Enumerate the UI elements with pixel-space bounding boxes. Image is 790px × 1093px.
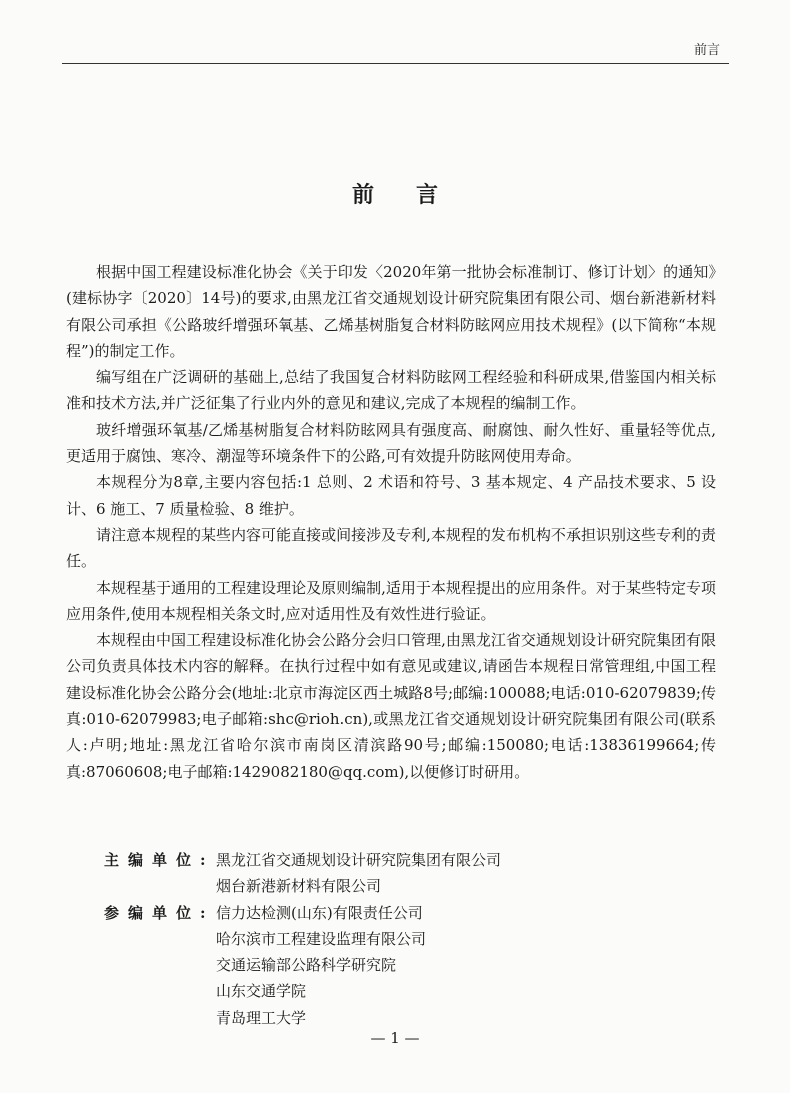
header-rule [62, 63, 729, 64]
preface-body [66, 259, 716, 785]
editing-units [104, 847, 501, 1031]
unit-item: 信力达检测(山东)有限责任公司 [216, 903, 423, 922]
paragraph: 本规程分为8章,主要内容包括:1 总则、2 术语和符号、3 基本规定、4 产品技术要求、5 设计、6 施工、7 质量检验、8 维护。 [66, 473, 716, 518]
chief-editor-list [216, 847, 501, 900]
participating-units [104, 900, 501, 1031]
chief-editor-units [104, 847, 501, 900]
unit-item: 黑龙江省交通规划设计研究院集团有限公司 [216, 851, 502, 869]
paragraph: 玻纤增强环氧基/乙烯基树脂复合材料防眩网具有强度高、耐腐蚀、耐久性好、重量轻等优点,更适用于腐蚀、寒冷、潮湿等环境条件下的公路,可有效提升防眩网使用寿命。 [66, 420, 716, 466]
running-header: 前言 [693, 43, 720, 58]
paragraph: 编写组在广泛调研的基础上,总结了我国复合材料防眩网工程经验和科研成果,借鉴国内相关标准和技术方法,并广泛征集了行业内外的意见和建议,完成了本规程的编制工作。 [66, 368, 716, 413]
paragraph: 根据中国工程建设标准化协会《关于印发〈2020年第一批协会标准制订、修订计划〉的通知》(建标协字〔2020〕14号)的要求,由黑龙江省交通规划设计研究院集团有限公司、烟台新港新材料有限公司承担《公路玻纤增强环氧基、乙烯基树脂复合材料防眩网应用技术规程》(以下简称“本规程”)的制定工作。 [66, 263, 716, 360]
paragraph: 本规程基于通用的工程建设理论及原则编制,适用于本规程提出的应用条件。对于某些特定专项应用条件,使用本规程相关条文时,应对适用性及有效性进行验证。 [66, 578, 716, 623]
participating-list [216, 900, 426, 1031]
page-title: 前言 [351, 182, 480, 208]
unit-item: 交通运输部公路科学研究院 [216, 956, 397, 975]
page-number: — 1 — [370, 1029, 420, 1047]
unit-item: 青岛理工大学 [216, 1008, 307, 1027]
unit-item: 哈尔滨市工程建设监理有限公司 [216, 929, 427, 948]
participating-label: 参编单位: [104, 903, 215, 922]
chief-editor-label: 主编单位: [104, 851, 215, 869]
paragraph: 请注意本规程的某些内容可能直接或间接涉及专利,本规程的发布机构不承担识别这些专利的责任。 [66, 525, 716, 571]
unit-item: 山东交通学院 [216, 982, 307, 1001]
unit-item: 烟台新港新材料有限公司 [216, 877, 382, 896]
paragraph: 本规程由中国工程建设标准化协会公路分会归口管理,由黑龙江省交通规划设计研究院集团有限公司负责具体技术内容的解释。在执行过程中如有意见或建议,请函告本规程日常管理组,中国工程建设标准化协会公路分会(地址:北京市海淀区西土城路8号;邮编:100088;电话:010-62079839;传真:010-62079983;电子邮箱:shc@rioh.cn),或黑龙江省交通规划设计研究院集团有限公司(联系人:卢明;地址:黑龙江省哈尔滨市南岗区清滨路90号;邮编:150080;电话:13836199664;传真:87060608;电子邮箱:1429082180@qq.com),以便修订时研用。 [66, 631, 716, 781]
